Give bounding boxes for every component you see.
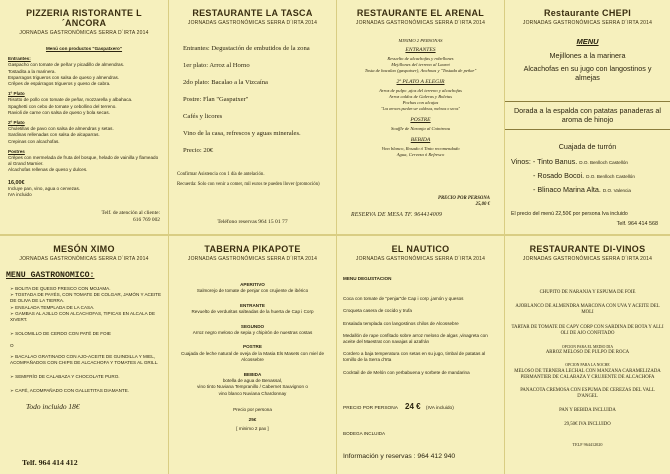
- menu-item: Sardinas rellenadas con salsa de alcaparras.: [8, 132, 100, 138]
- panel-header: [6, 244, 162, 262]
- minimum-note: [ minimo 2 pax ]: [236, 426, 269, 432]
- jornadas-label: JORNADAS GASTRONÓMICAS SERRA D´IRTA 2014: [187, 256, 318, 262]
- menu-item: Revuelto de verduritas salteadas de la huerta de Cap i Corp: [191, 309, 314, 315]
- menu-item: Mejillones a la marinera: [549, 51, 626, 60]
- iva-note: IVA incluido: [8, 192, 32, 198]
- contact-label: Telf. de atención al cliente:: [101, 210, 160, 216]
- menu-item: TARTAR DE TOMATE DE CAPY CORP CON SARDINA DE BOTA Y ALLI OLI DE AJO CONFITADO: [511, 324, 664, 336]
- panel-el-nautico: [337, 236, 504, 474]
- panel-meson-ximo: [0, 236, 168, 474]
- option-label: OPCION PARA LA NOCHE: [565, 363, 610, 368]
- section-head: BEBIDA: [243, 371, 262, 377]
- restaurant-name: RESTAURANTE EL ARENAL: [356, 8, 485, 18]
- menu-item: ➢ ENSALADA TEMPLADA DE LA CASA.: [10, 304, 95, 310]
- restaurant-name: RESTAURANTE LA TASCA: [192, 8, 313, 18]
- menu-item: vino blanco Nuviana Chardonnay: [218, 390, 287, 396]
- menu-item: Souffle de Naranja al Cointreau: [390, 126, 451, 131]
- section-head: ENTRANTE: [239, 302, 265, 308]
- or-separator: O: [10, 343, 14, 349]
- jornadas-label: JORNADAS GASTRONÓMICAS SERRA D´IRTA 2014: [522, 20, 653, 26]
- rule: [505, 101, 670, 102]
- menu-item: ➢ CAFÉ, ACOMPAÑADO CON GALLETITAS DIAMANTE.: [10, 388, 130, 394]
- menu-body: [343, 276, 498, 376]
- menu-item: PANACOTA CREMOSA CON ESPUMA DE CEREZAS DEL VALL D'ANGEL: [520, 388, 655, 400]
- section-head: APERITIVO: [240, 282, 265, 287]
- iva-note: (IVA incluido): [425, 406, 454, 411]
- panel-lancora: [0, 0, 168, 234]
- phone-number: Telf. 964 414 412: [22, 458, 78, 467]
- phone-number: Teléfono reservas 964 15 01 77: [217, 219, 288, 225]
- price-block: [343, 402, 454, 411]
- contact-block: [102, 210, 160, 224]
- panel-header: [177, 8, 328, 26]
- section-head: 1º Plato: [8, 91, 25, 97]
- menu-note: "Los arroces pueden ser caldosos, melosos o secos": [381, 107, 460, 111]
- menu-item-text: TOSTADA DE PAYÉS, CON TOMATE DE COLGAR, JAMÓN Y ACEITE DE OLIVA DE LA TIERRA.: [10, 292, 162, 304]
- menu-item-text: GAMBAS AL AJILLO CON ALCACHOFAS, TIPICAS EN ALCALA DE XIVERT.: [10, 310, 156, 323]
- section-head: Postres: [8, 148, 25, 154]
- section-head: Entrantes:: [8, 56, 31, 62]
- panel-header: [343, 244, 498, 262]
- menu-item: Pochas con alcajas: [402, 100, 439, 105]
- menu-item: AJOBLANCO DE ALMENDRA MARCONA CON UVA Y ACEITE DEL MOLI: [515, 304, 660, 316]
- starters: [511, 51, 664, 82]
- confirm-note: Confirmar Asistencia con 1 día de antelación.: [177, 172, 265, 177]
- menu-body: [6, 286, 162, 394]
- phone-number: Telf. 964 414 568: [616, 221, 658, 227]
- menu-title: MENU GASTRONOMICO:: [6, 271, 95, 280]
- menu-item: ➢ TOSTADA DE PAYÉS, CON TOMATE DE COLGAR, JAMÓN Y ACEITE DE OLIVA DE LA TIERRA.: [10, 292, 162, 304]
- menu-item: Salmorejo de tomate de penjar con crujiente de ibérico: [196, 288, 309, 294]
- wine-name: - Blinaco Marina Alta.: [533, 185, 601, 194]
- dessert: Cuajada de turrón: [558, 142, 617, 151]
- menu-item: Cordero a baja temperatura con setas en su jugo, timbal de patatas al tomillo de la Serra d'Irta: [343, 351, 486, 363]
- menu-item: Alcachofas en su jugo con langostinos y almejas: [523, 64, 652, 82]
- restaurant-name: MESÓN XIMO: [53, 244, 115, 254]
- menu-item-text: BOLITA DE QUESO FRESCO CON MOJAMA.: [15, 286, 111, 291]
- menu-item: Entrantes: Degustación de embutidos de la zona: [183, 45, 310, 52]
- menu-item: Vino de la casa, refrescos y aguas minerales.: [183, 130, 301, 137]
- menu-item: Esparragos trigueros con salsa de queso y almendras.: [8, 74, 120, 80]
- menu-item: ➢ BOLITA DE QUESO FRESCO CON MOJAMA.: [10, 286, 111, 291]
- menu-item: Vino blanco, Rosado ó Tinto recomendado: [381, 146, 460, 151]
- panel-la-tasca: [169, 0, 336, 234]
- menu-title: Menú con productos "Gaspatxero": [45, 46, 123, 51]
- notes: [177, 170, 329, 190]
- jornadas-label: JORNADAS GASTRONÓMICAS SERRA D´IRTA 2014: [19, 30, 149, 36]
- jornadas-label: JORNADAS GASTRONÓMICAS SERRA D´IRTA 2014: [522, 256, 653, 262]
- menu-item: Postre: Flan "Gaspatxer": [183, 96, 249, 103]
- panel-header: [8, 8, 160, 36]
- menu-item: Revuelto de alcachofas y robellones: [387, 56, 454, 61]
- menu-body: [8, 46, 160, 198]
- price-label: Precio por persona: [233, 407, 272, 413]
- price-label: PRECIO POR PERSONA: [438, 196, 490, 201]
- option-label: OPCION PARA EL MEDIO DIA: [561, 345, 614, 350]
- menu-item-text: ENSALADA TEMPLADA DE LA CASA.: [15, 304, 95, 310]
- price: Precio: 20€: [183, 147, 214, 154]
- price: 29,50€ IVA INCLUIDO: [564, 421, 611, 427]
- restaurant-name: RESTAURANTE DI-VINOS: [529, 244, 646, 254]
- price: 16,00€: [8, 179, 25, 186]
- includes-note: Incluye pan, vino, agua o cervezas.: [8, 185, 81, 191]
- menu-item: Spaghetti con cebo de tomate y cebollino del terreno.: [8, 103, 117, 109]
- panel-el-arenal: [337, 0, 504, 234]
- info-phone: Información y reservas : 964 412 940: [343, 453, 456, 460]
- menu-item: Gaspacho con tomate de peñar y picadillo de almendras.: [8, 62, 125, 68]
- menu-item: Chuletillas de pavo con salsa de almendras y setas.: [8, 126, 114, 132]
- phone-number: TELF 964412020: [572, 441, 603, 447]
- menu-title: MENU: [576, 37, 599, 46]
- menu-item: MELOSO DE TERNERA LECHAL CON MANZANA CARAMELIZADA PERMANTIER DE CALABAZA Y CRUJIENTE DE ALCACHOFA: [514, 368, 661, 380]
- menu-item-text: CAFÉ, ACOMPAÑADO CON GALLETITAS DIAMANTE.: [15, 388, 130, 394]
- panel-header: [175, 244, 330, 262]
- price: El precio del menú 22,50€ por persona Iva incluido: [511, 211, 628, 217]
- section-head: MENU DEGUSTACION: [343, 276, 392, 281]
- restaurant-name: EL NAUTICO: [391, 244, 450, 254]
- menu-item: ➢ SOLOMILLO DE CERDO CON PATÉ DE FOIE: [10, 331, 111, 337]
- price-block: [438, 196, 490, 208]
- section-head: POSTRE: [410, 117, 431, 123]
- wine-origin: D.O. Valencia: [602, 188, 631, 193]
- menu-item: botella de agua de Benassal,: [222, 378, 283, 384]
- menu-item: Ensalada templada con langostinos chilos de Alcossebre: [343, 320, 459, 326]
- price: Todo incluido 18€: [26, 402, 80, 411]
- panel-header: [345, 8, 496, 26]
- menu-item: ARROZ MELOSO DE PULPO DE ROCA: [545, 350, 630, 356]
- menu-item: Crêpes con mermelada de fruta del bosque, helado de vainilla y flameado al Grand Marnier.: [8, 155, 159, 167]
- menu-item-text: SOLOMILLO DE CERDO CON PATÉ DE FOIE: [15, 331, 111, 337]
- menu-item: PAN Y BEBIDA INCLUIDA: [559, 408, 616, 414]
- menu-body: [175, 282, 330, 433]
- wine-origin: D.O. Benlloch Castellón: [586, 174, 635, 179]
- panel-di-vinos: [505, 236, 670, 474]
- wines: [511, 155, 666, 197]
- menu-item: Agua, Cerveza ó Refresco: [396, 152, 445, 157]
- wine-origin: D.O. Benlloch Castellón: [579, 160, 628, 165]
- menu-item: ➢ SEMIFRÍO DE CALABAZA Y CHOCOLATE PURO.: [10, 374, 120, 380]
- main-course: Dorada a la espalda con patatas panaderas al aroma de hinojo: [513, 106, 662, 124]
- phone-number: 616 769 002: [133, 217, 160, 223]
- restaurant-name: TABERNA PIKAPOTE: [204, 244, 301, 254]
- section-head: ENTRANTES: [405, 47, 436, 53]
- menu-item: ➢ GAMBAS AL AJILLO CON ALCACHOFAS, TIPICAS EN ALCALA DE XIVERT.: [10, 310, 156, 323]
- panel-header: [511, 244, 664, 262]
- menu-item: 1er plato: Arroz al Horno: [183, 62, 250, 69]
- menu-item-text: BACALAO GRATINADO CON AJO-ACEITE DE GUINDILLA Y MIEL, ACOMPAÑADOS CON CHIPS DE ALCACHOFA Y TOMATES AL GRILL.: [10, 353, 159, 365]
- menu-body: [511, 290, 664, 448]
- wine-name: - Tinto Banus.: [532, 157, 578, 166]
- menu-item: Crepinas con alcachofas.: [8, 138, 60, 144]
- menu-item: ➢ BACALAO GRATINADO CON AJO-ACEITE DE GUINDILLA Y MIEL, ACOMPAÑADOS CON CHIPS DE ALCACHOFA Y TOMATES AL GRILL.: [10, 353, 159, 365]
- menu-body: [177, 44, 328, 155]
- menu-item: Crêpes de espárragos trigueros y queso de cabra.: [8, 81, 111, 87]
- jornadas-label: JORNADAS GASTRONÓMICAS SERRA D´IRTA 2014: [19, 256, 149, 262]
- menu-item: Cuajada de leche natural de oveja de la Masia Els Masets con miel de Alcossebre: [181, 350, 324, 363]
- menu-item: Ravioli de carne con salsa de queso y bola secas.: [8, 109, 110, 115]
- section-head: SEGUNDO: [240, 323, 265, 329]
- section-head: 2º PLATO A ELEGIR: [396, 79, 445, 85]
- menu-item: Croqueta casera de cocido y trufa: [343, 308, 412, 314]
- menu-item: Tostadita a la marinera.: [8, 68, 56, 74]
- reminder-note: Recuerda: Solo con venir a comer, mil euros te pueden llover (promoción): [177, 182, 320, 187]
- menu-item: Arroz caldos de Galeras y Boletus: [389, 94, 452, 99]
- jornadas-label: JORNADAS GASTRONÓMICAS SERRA D´IRTA 2014: [187, 20, 318, 26]
- price: 25€: [248, 416, 257, 422]
- rule: [505, 129, 670, 130]
- bodega-note: BODEGA INCLUIDA: [343, 431, 386, 436]
- section-head: POSTRE: [243, 344, 262, 350]
- jornadas-label: JORNADAS GASTRONÓMICAS SERRA D´IRTA 2014: [355, 256, 486, 262]
- price: 24 €: [405, 402, 421, 411]
- minimo-note: MINIMO 2 PERSONAS: [398, 38, 443, 43]
- menu-item: Risotto de pollo con tomate de peñar, mozzarella y albahaca.: [8, 97, 133, 103]
- section-head: 2º Plato: [8, 120, 25, 126]
- restaurant-name: PIZZERIA RISTORANTE L´ANCORA: [26, 8, 142, 28]
- restaurant-name: Restaurante CHEPI: [543, 8, 632, 18]
- wine-name: - Rosado Bocoi.: [533, 171, 585, 180]
- section-head: BEBIDA: [410, 137, 431, 143]
- menu-item: Mejillones del terreno al Lauret: [391, 62, 450, 67]
- menu-item: Medallón de rape confitado sobre arroz meloso de algas ,vinagreta con aceite del Maestrat con navajas al azafrán: [343, 332, 488, 345]
- wines-label: Vinos:: [511, 157, 531, 166]
- menu-item: 2do plato: Bacalao a la Vizcaína: [183, 79, 268, 86]
- jornadas-label: JORNADAS GASTRONÓMICAS SERRA D´IRTA 2014: [355, 20, 486, 26]
- reservation-phone: RESERVA DE MESA TF. 964414009: [351, 212, 443, 218]
- menu-item: vino tinto Nuviana Tempranillo / Cabernet Sauvignon o: [197, 384, 308, 390]
- price-label: PRECIO POR PERSONA: [343, 406, 398, 411]
- menu-item: Alcachofas rellenas de queso y dulces.: [8, 167, 88, 173]
- menu-item: Arroz de pulpo ,ajos del terreno y alcachofas: [379, 88, 462, 93]
- menu-item: Arroz negro meloso de sepia y chipirón de nuestras costas: [192, 330, 313, 336]
- panel-chepi: [505, 0, 670, 234]
- menu-body: [345, 38, 496, 158]
- panel-header: [511, 8, 664, 26]
- menu-item: Tosta de bacalao (gaspatxer), Anchoas y "Tostada de peñar": [364, 68, 477, 73]
- menu-item: CHUPITO DE NARANJA Y ESPUMA DE FOIE: [539, 290, 636, 295]
- menu-item-text: SEMIFRÍO DE CALABAZA Y CHOCOLATE PURO.: [15, 374, 120, 380]
- menu-item: Cocktail de de Melón con yerbabuena y sorbete de mandarina: [343, 369, 470, 375]
- menu-item: Coca con tomate de "penjar"de Cap i corp ,jamón y quesos: [343, 296, 464, 302]
- panel-pikapote: [169, 236, 336, 474]
- menu-item: Cafés y licores: [183, 113, 223, 120]
- price: 25,00 €: [475, 202, 490, 207]
